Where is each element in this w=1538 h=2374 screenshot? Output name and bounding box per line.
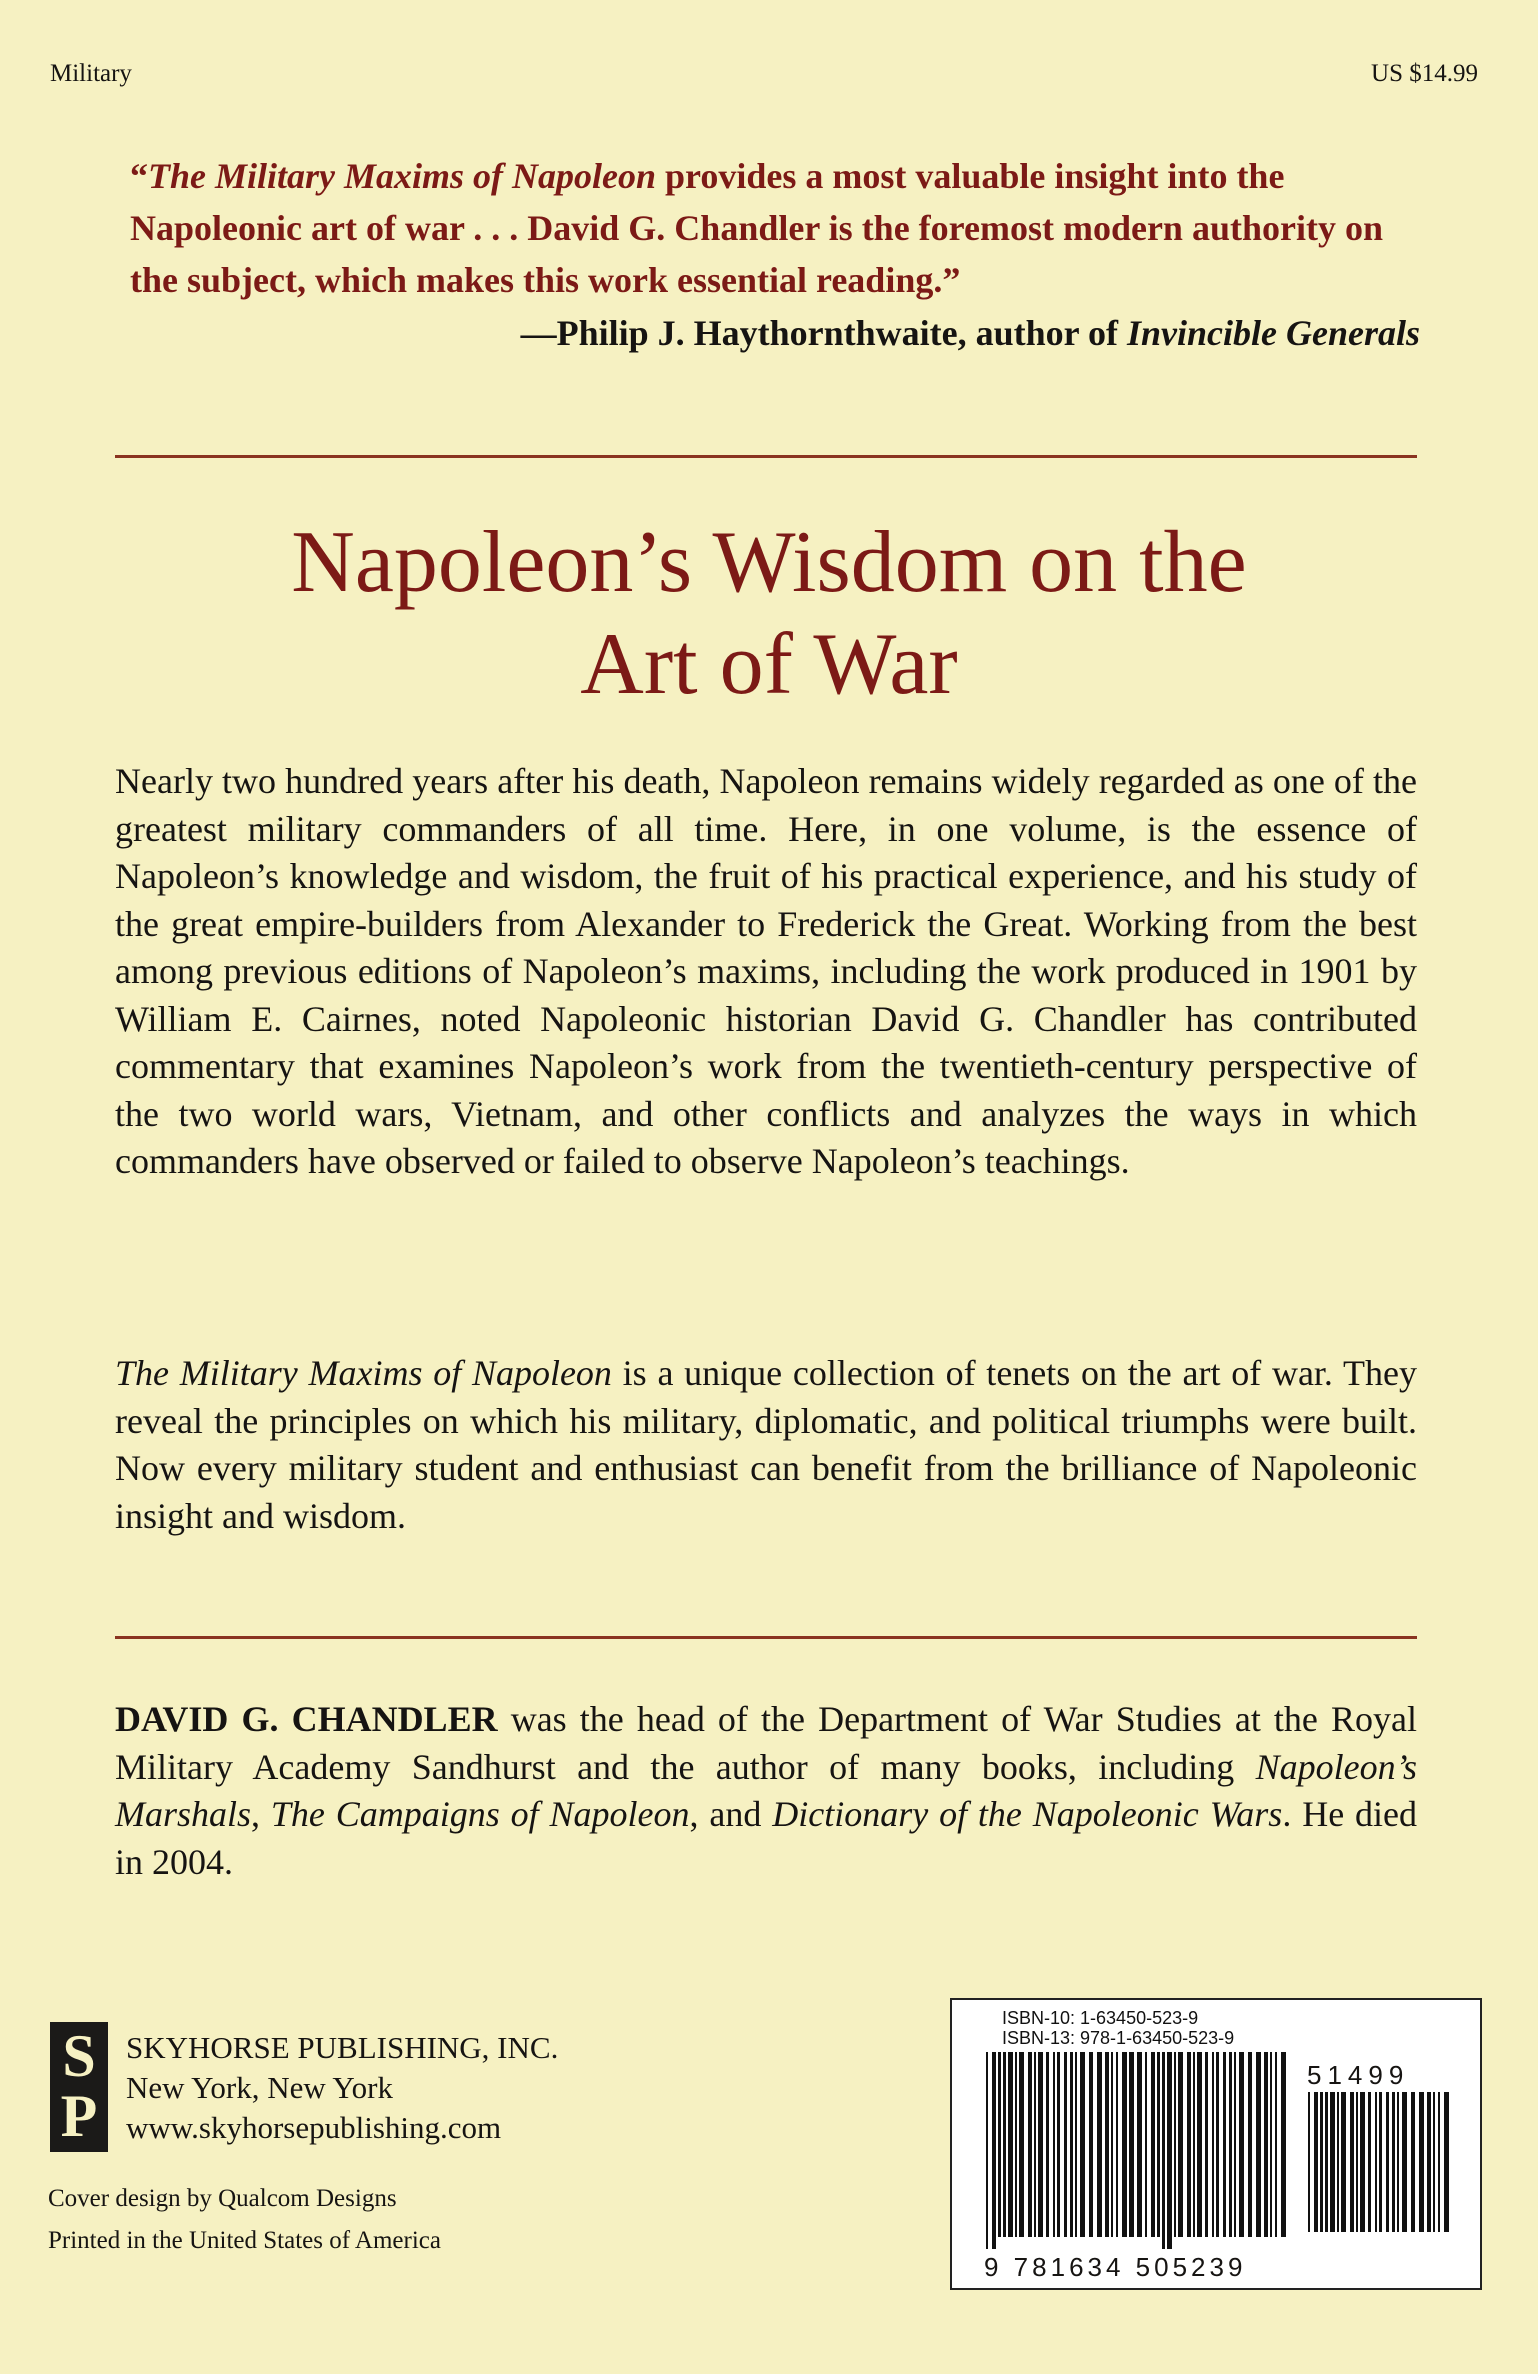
barcode-bar: [1375, 2092, 1377, 2232]
barcode-bar: [1308, 2092, 1310, 2232]
description-paragraph-2: [115, 1350, 1417, 1540]
category-label: Military: [50, 60, 132, 87]
barcode-bar: [1325, 2092, 1328, 2232]
barcode-bar: [1314, 2092, 1318, 2232]
isbn-10: ISBN-10: 1-63450-523-9: [1002, 2008, 1199, 2028]
barcode-bar: [1064, 2052, 1067, 2237]
barcode-bar: [1270, 2052, 1272, 2237]
skyhorse-logo-icon: [50, 2022, 108, 2152]
attribution-book: Invincible Generals: [1127, 313, 1420, 353]
barcode-bar: [1419, 2092, 1424, 2232]
divider-rule: [115, 1636, 1417, 1639]
isbn-13: ISBN-13: 978-1-63450-523-9: [1002, 2028, 1235, 2048]
barcode-bar: [1281, 2052, 1286, 2237]
description-paragraph: Nearly two hundred years after his death, Napoleon remains widely regarded as one of the greatest military commanders of all time. Here, in one volume, is the essence of Napoleon’s knowledge and wisdom, the fruit of his practical experience, and his study of the great empire-builders from Alexander to Frederick the Great. Working from the best among previous editions of Napoleon’s maxims, including the work produced in 1901 by William E. Cairnes, noted Napoleonic historian David G. Chandler has contributed commentary that examines Napoleon’s work from the twentieth-century perspective of the two world wars, Vietnam, and other conflicts and analyzes the ways in which commanders have observed or failed to observe Napoleon’s teachings.: [115, 761, 1417, 1181]
barcode-bar: [1341, 2092, 1346, 2232]
barcode-bar: [1008, 2052, 1013, 2237]
barcode-bar: [1433, 2092, 1435, 2232]
barcode-bar: [1053, 2052, 1055, 2237]
bio-text: . He died in 2004.: [115, 1794, 1418, 1882]
barcode-bar: [1167, 2052, 1172, 2249]
barcode-bar: [1397, 2092, 1399, 2232]
barcode-bar: [1089, 2052, 1093, 2237]
barcode-bar: [1239, 2052, 1244, 2237]
attribution-prefix: —Philip J. Haythornthwaite, author of: [520, 313, 1127, 353]
bio-separator: ,: [251, 1794, 271, 1834]
barcode-bar: [992, 2052, 996, 2249]
barcode-bar: [1438, 2092, 1440, 2232]
barcode-panel: [950, 1998, 1482, 2290]
barcode-bar: [1320, 2092, 1323, 2232]
barcode-bar: [1116, 2052, 1118, 2237]
quote-book-title: The Military Maxims of Napoleon: [148, 156, 657, 196]
barcode-digits: 9 781634 505239: [984, 2252, 1247, 2282]
barcode-bar: [1015, 2052, 1017, 2237]
barcode-bar: [1080, 2052, 1085, 2237]
barcode-bar: [1097, 2052, 1102, 2237]
headline-line-2: Art of War: [580, 616, 958, 713]
quote-attribution: [130, 312, 1420, 354]
description-2-text: is a unique collection of tenets on the art of war. They reveal the principles on which his military, diplomatic, and political triumphs were built. Now every military student and enthusiast can benefit from the brilliance of Napoleonic insight and wisdom.: [115, 1353, 1417, 1536]
barcode-bar: [1350, 2092, 1354, 2232]
barcode-bar: [1212, 2052, 1214, 2237]
book-headline: [100, 512, 1438, 716]
logo-letter: P: [60, 2083, 98, 2149]
bio-separator: , and: [689, 1794, 773, 1834]
cover-design-credit: Cover design by Qualcom Designs: [48, 2185, 397, 2212]
barcode-bar: [1256, 2052, 1261, 2237]
barcode-icon: [982, 2052, 1292, 2252]
bio-book: The Campaigns of Napoleon: [270, 1794, 690, 1834]
barcode-bar: [1360, 2092, 1365, 2232]
barcode-bar: [1070, 2052, 1073, 2237]
quote-text: provides a most valuable insight into the Napoleonic art of war . . . David G. Chandler is the foremost modern authority on the subject, which makes this work essential reading.”: [130, 156, 1383, 300]
barcode-bar: [1386, 2092, 1389, 2232]
barcode-bar: [1392, 2092, 1395, 2232]
publisher-city: New York, New York: [126, 2070, 393, 2105]
barcode-bar: [1122, 2052, 1127, 2237]
barcode-bar: [1028, 2052, 1032, 2237]
barcode-bar: [1368, 2092, 1371, 2232]
bio-book: Dictionary of the Napoleonic Wars: [772, 1794, 1283, 1834]
barcode-bar: [1151, 2052, 1155, 2237]
barcode-bar: [998, 2052, 1001, 2237]
printed-in-credit: Printed in the United States of America: [48, 2227, 441, 2254]
barcode-bar: [1129, 2052, 1134, 2237]
barcode-bar: [1275, 2052, 1277, 2237]
barcode-bar: [1229, 2052, 1232, 2237]
barcode-bar: [1216, 2052, 1219, 2237]
publisher-name: SKYHORSE PUBLISHING, INC.: [126, 2030, 559, 2065]
barcode-bar: [1075, 2052, 1077, 2237]
barcode-bar: [1034, 2052, 1036, 2237]
barcode-bar: [1162, 2052, 1165, 2249]
barcode-bar: [1234, 2052, 1236, 2237]
barcode-bar: [1356, 2092, 1358, 2232]
barcode-bar: [1003, 2052, 1006, 2237]
barcode-bar: [1105, 2052, 1109, 2237]
review-quote: [130, 150, 1430, 306]
quote-open-mark: “: [130, 156, 148, 196]
barcode-bar: [1174, 2052, 1176, 2237]
barcode-bar: [1111, 2052, 1113, 2237]
barcode-bar: [1402, 2092, 1407, 2232]
barcode-bar: [1197, 2052, 1202, 2237]
barcode-bar: [1038, 2052, 1043, 2237]
price-label: US $14.99: [1371, 60, 1478, 87]
bio-text: was the head of the Department of War Studies at the Royal Military Academy Sandhurst and the author of many books, including: [115, 1699, 1417, 1787]
price-code: 51499: [1307, 2060, 1410, 2090]
barcode-bar: [1145, 2052, 1147, 2237]
barcode-bar: [1046, 2052, 1049, 2237]
barcode-bar: [986, 2052, 988, 2249]
barcode-bar: [1411, 2092, 1415, 2232]
barcode-bar: [1187, 2052, 1191, 2237]
barcode-bar: [1019, 2052, 1024, 2237]
barcode-bar: [1264, 2052, 1268, 2237]
publisher-url: www.skyhorsepublishing.com: [126, 2110, 502, 2145]
logo-letter: S: [62, 2023, 96, 2089]
barcode-bar: [1137, 2052, 1142, 2237]
author-name: DAVID G. CHANDLER: [115, 1699, 498, 1739]
barcode-bar: [1193, 2052, 1195, 2237]
credits-block: [48, 2178, 441, 2262]
headline-line-1: Napoleon’s Wisdom on the: [291, 514, 1247, 611]
barcode-bar: [1444, 2092, 1449, 2232]
barcode-bar: [1178, 2052, 1183, 2237]
description-book-title: The Military Maxims of Napoleon: [115, 1353, 612, 1393]
barcode-bar: [1248, 2052, 1252, 2237]
author-bio: [115, 1696, 1417, 1886]
barcode-bar: [1337, 2092, 1339, 2232]
bio-book: Napoleon’s Marshals: [115, 1746, 1417, 1834]
barcode-bar: [1057, 2052, 1060, 2237]
barcode-bar: [1427, 2092, 1431, 2232]
addon-barcode-icon: [1304, 2092, 1454, 2242]
barcode-bar: [1330, 2092, 1335, 2232]
barcode-bar: [1157, 2052, 1160, 2237]
barcode-bar: [1223, 2052, 1226, 2237]
barcode-bar: [1205, 2052, 1208, 2237]
divider-rule: [115, 455, 1417, 458]
barcode-bar: [1379, 2092, 1382, 2232]
